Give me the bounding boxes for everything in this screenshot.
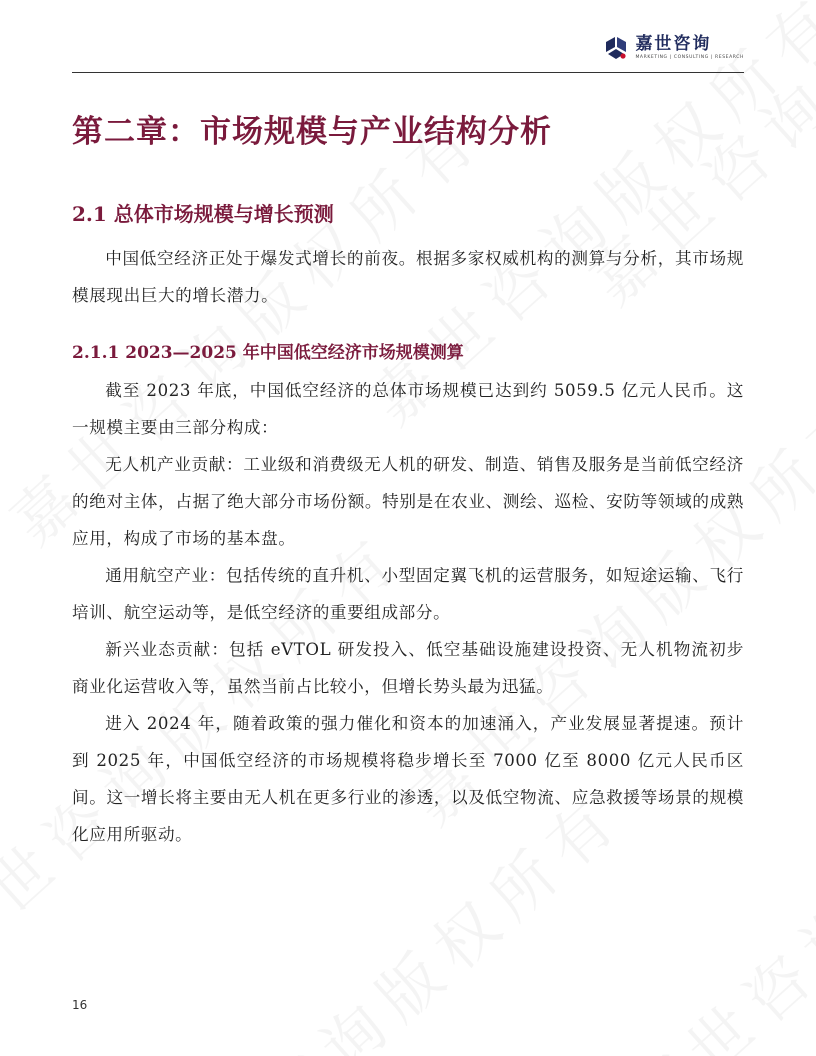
chapter-title: 第二章：市场规模与产业结构分析 [72,114,552,150]
brand-tagline: MARKETING | CONSULTING | RESEARCH [635,55,744,60]
page-header [72,30,744,73]
paragraph: 新兴业态贡献：包括 eVTOL 研发投入、低空基础设施建设投资、无人机物流初步商业化运营收入等，虽然当前占比较小，但增长势头最为迅猛。 [72,640,744,696]
paragraph: 通用航空产业：包括传统的直升机、小型固定翼飞机的运营服务，如短途运输、飞行培训、航空运动等，是低空经济的重要组成部分。 [72,566,744,622]
page-number: 16 [72,998,88,1012]
paragraph: 进入 2024 年，随着政策的强力催化和资本的加速涌入，产业发展显著提速。预计到 2025 年，中国低空经济的市场规模将稳步增长至 7000 亿至 8000 亿元人民币区间。这一增长将主要由无人机在更多行业的渗透，以及低空物流、应急救援等场景的规模化应用所驱动。 [72,714,744,844]
paragraph: 截至 2023 年底，中国低空经济的总体市场规模已达到约 5059.5 亿元人民币。这一规模主要由三部分构成： [72,381,744,437]
paragraph: 中国低空经济正处于爆发式增长的前夜。根据多家权威机构的测算与分析，其市场规模展现出巨大的增长潜力。 [72,249,744,305]
brand-name: 嘉世咨询 [635,34,712,54]
subsection-title: 2.1.1 2023—2025 年中国低空经济市场规模测算 [72,343,464,363]
section-title: 2.1 总体市场规模与增长预测 [72,202,334,226]
paragraph: 无人机产业贡献：工业级和消费级无人机的研发、制造、销售及服务是当前低空经济的绝对主体，占据了绝大部分市场份额。特别是在农业、测绘、巡检、安防等领域的成熟应用，构成了市场的基本盘。 [72,455,744,548]
brand-logo-icon [603,35,629,61]
brand-logo [603,34,744,61]
